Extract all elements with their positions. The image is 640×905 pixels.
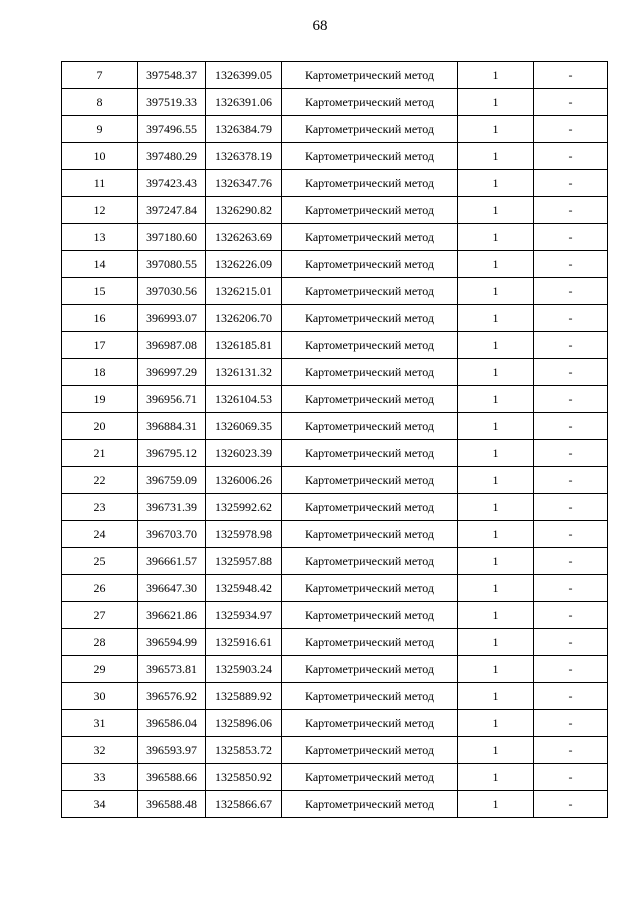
- x-coordinate-cell: 396647.30: [138, 575, 206, 602]
- description-cell: -: [534, 332, 608, 359]
- table-row: [62, 737, 608, 764]
- method-cell: Картометрический метод: [282, 683, 458, 710]
- point-number-cell: 29: [62, 656, 138, 683]
- method-cell: Картометрический метод: [282, 332, 458, 359]
- point-number-cell: 19: [62, 386, 138, 413]
- table-row: [62, 521, 608, 548]
- table-row: [62, 332, 608, 359]
- y-coordinate-cell: 1326131.32: [206, 359, 282, 386]
- table-row: [62, 251, 608, 278]
- y-coordinate-cell: 1326006.26: [206, 467, 282, 494]
- point-number-cell: 16: [62, 305, 138, 332]
- table-row: [62, 575, 608, 602]
- accuracy-cell: 1: [458, 467, 534, 494]
- point-number-cell: 34: [62, 791, 138, 818]
- method-cell: Картометрический метод: [282, 494, 458, 521]
- coordinates-table: [61, 61, 608, 818]
- page-number: 68: [312, 18, 328, 34]
- point-number-cell: 7: [62, 62, 138, 89]
- point-number-cell: 32: [62, 737, 138, 764]
- accuracy-cell: 1: [458, 89, 534, 116]
- description-cell: -: [534, 656, 608, 683]
- table-row: [62, 116, 608, 143]
- description-cell: -: [534, 386, 608, 413]
- y-coordinate-cell: 1325903.24: [206, 656, 282, 683]
- x-coordinate-cell: 397496.55: [138, 116, 206, 143]
- x-coordinate-cell: 397030.56: [138, 278, 206, 305]
- description-cell: -: [534, 683, 608, 710]
- table-row: [62, 791, 608, 818]
- point-number-cell: 24: [62, 521, 138, 548]
- accuracy-cell: 1: [458, 359, 534, 386]
- point-number-cell: 10: [62, 143, 138, 170]
- accuracy-cell: 1: [458, 386, 534, 413]
- method-cell: Картометрический метод: [282, 170, 458, 197]
- table-row: [62, 494, 608, 521]
- method-cell: Картометрический метод: [282, 656, 458, 683]
- accuracy-cell: 1: [458, 494, 534, 521]
- description-cell: -: [534, 89, 608, 116]
- point-number-cell: 8: [62, 89, 138, 116]
- description-cell: -: [534, 440, 608, 467]
- method-cell: Картометрический метод: [282, 710, 458, 737]
- x-coordinate-cell: 396731.39: [138, 494, 206, 521]
- x-coordinate-cell: 396661.57: [138, 548, 206, 575]
- y-coordinate-cell: 1326104.53: [206, 386, 282, 413]
- x-coordinate-cell: 396795.12: [138, 440, 206, 467]
- method-cell: Картометрический метод: [282, 602, 458, 629]
- point-number-cell: 31: [62, 710, 138, 737]
- description-cell: -: [534, 143, 608, 170]
- accuracy-cell: 1: [458, 791, 534, 818]
- description-cell: -: [534, 494, 608, 521]
- y-coordinate-cell: 1325866.67: [206, 791, 282, 818]
- accuracy-cell: 1: [458, 116, 534, 143]
- accuracy-cell: 1: [458, 440, 534, 467]
- point-number-cell: 33: [62, 764, 138, 791]
- point-number-cell: 27: [62, 602, 138, 629]
- x-coordinate-cell: 396588.66: [138, 764, 206, 791]
- y-coordinate-cell: 1325948.42: [206, 575, 282, 602]
- y-coordinate-cell: 1325934.97: [206, 602, 282, 629]
- method-cell: Картометрический метод: [282, 629, 458, 656]
- table-row: [62, 710, 608, 737]
- accuracy-cell: 1: [458, 197, 534, 224]
- accuracy-cell: 1: [458, 764, 534, 791]
- point-number-cell: 28: [62, 629, 138, 656]
- y-coordinate-cell: 1325850.92: [206, 764, 282, 791]
- description-cell: -: [534, 791, 608, 818]
- y-coordinate-cell: 1325992.62: [206, 494, 282, 521]
- accuracy-cell: 1: [458, 710, 534, 737]
- y-coordinate-cell: 1326215.01: [206, 278, 282, 305]
- accuracy-cell: 1: [458, 143, 534, 170]
- point-number-cell: 25: [62, 548, 138, 575]
- x-coordinate-cell: 396997.29: [138, 359, 206, 386]
- method-cell: Картометрический метод: [282, 224, 458, 251]
- point-number-cell: 9: [62, 116, 138, 143]
- method-cell: Картометрический метод: [282, 386, 458, 413]
- x-coordinate-cell: 397548.37: [138, 62, 206, 89]
- point-number-cell: 18: [62, 359, 138, 386]
- method-cell: Картометрический метод: [282, 359, 458, 386]
- x-coordinate-cell: 396576.92: [138, 683, 206, 710]
- point-number-cell: 21: [62, 440, 138, 467]
- coordinates-table-body: [62, 62, 608, 818]
- table-row: [62, 224, 608, 251]
- table-row: [62, 62, 608, 89]
- y-coordinate-cell: 1326185.81: [206, 332, 282, 359]
- method-cell: Картометрический метод: [282, 116, 458, 143]
- description-cell: -: [534, 197, 608, 224]
- y-coordinate-cell: 1326378.19: [206, 143, 282, 170]
- y-coordinate-cell: 1326384.79: [206, 116, 282, 143]
- accuracy-cell: 1: [458, 629, 534, 656]
- x-coordinate-cell: 396956.71: [138, 386, 206, 413]
- table-row: [62, 440, 608, 467]
- table-row: [62, 305, 608, 332]
- x-coordinate-cell: 396586.04: [138, 710, 206, 737]
- x-coordinate-cell: 396987.08: [138, 332, 206, 359]
- table-row: [62, 143, 608, 170]
- accuracy-cell: 1: [458, 548, 534, 575]
- x-coordinate-cell: 397180.60: [138, 224, 206, 251]
- y-coordinate-cell: 1325896.06: [206, 710, 282, 737]
- method-cell: Картометрический метод: [282, 467, 458, 494]
- method-cell: Картометрический метод: [282, 548, 458, 575]
- x-coordinate-cell: 397519.33: [138, 89, 206, 116]
- point-number-cell: 26: [62, 575, 138, 602]
- method-cell: Картометрический метод: [282, 737, 458, 764]
- x-coordinate-cell: 396593.97: [138, 737, 206, 764]
- table-row: [62, 629, 608, 656]
- accuracy-cell: 1: [458, 170, 534, 197]
- description-cell: -: [534, 170, 608, 197]
- point-number-cell: 14: [62, 251, 138, 278]
- description-cell: -: [534, 251, 608, 278]
- x-coordinate-cell: 396993.07: [138, 305, 206, 332]
- method-cell: Картометрический метод: [282, 278, 458, 305]
- method-cell: Картометрический метод: [282, 413, 458, 440]
- accuracy-cell: 1: [458, 656, 534, 683]
- method-cell: Картометрический метод: [282, 89, 458, 116]
- method-cell: Картометрический метод: [282, 575, 458, 602]
- y-coordinate-cell: 1326226.09: [206, 251, 282, 278]
- point-number-cell: 15: [62, 278, 138, 305]
- description-cell: -: [534, 521, 608, 548]
- accuracy-cell: 1: [458, 683, 534, 710]
- table-row: [62, 359, 608, 386]
- description-cell: -: [534, 629, 608, 656]
- x-coordinate-cell: 396621.86: [138, 602, 206, 629]
- y-coordinate-cell: 1326023.39: [206, 440, 282, 467]
- accuracy-cell: 1: [458, 575, 534, 602]
- x-coordinate-cell: 396573.81: [138, 656, 206, 683]
- y-coordinate-cell: 1325978.98: [206, 521, 282, 548]
- accuracy-cell: 1: [458, 332, 534, 359]
- x-coordinate-cell: 396759.09: [138, 467, 206, 494]
- accuracy-cell: 1: [458, 413, 534, 440]
- point-number-cell: 13: [62, 224, 138, 251]
- method-cell: Картометрический метод: [282, 764, 458, 791]
- table-row: [62, 413, 608, 440]
- description-cell: -: [534, 764, 608, 791]
- method-cell: Картометрический метод: [282, 440, 458, 467]
- accuracy-cell: 1: [458, 251, 534, 278]
- accuracy-cell: 1: [458, 737, 534, 764]
- method-cell: Картометрический метод: [282, 791, 458, 818]
- method-cell: Картометрический метод: [282, 251, 458, 278]
- y-coordinate-cell: 1326290.82: [206, 197, 282, 224]
- x-coordinate-cell: 397423.43: [138, 170, 206, 197]
- table-row: [62, 548, 608, 575]
- accuracy-cell: 1: [458, 305, 534, 332]
- accuracy-cell: 1: [458, 62, 534, 89]
- description-cell: -: [534, 62, 608, 89]
- description-cell: -: [534, 278, 608, 305]
- y-coordinate-cell: 1325916.61: [206, 629, 282, 656]
- description-cell: -: [534, 413, 608, 440]
- y-coordinate-cell: 1325957.88: [206, 548, 282, 575]
- point-number-cell: 17: [62, 332, 138, 359]
- y-coordinate-cell: 1326347.76: [206, 170, 282, 197]
- y-coordinate-cell: 1325889.92: [206, 683, 282, 710]
- x-coordinate-cell: 396703.70: [138, 521, 206, 548]
- table-row: [62, 386, 608, 413]
- description-cell: -: [534, 305, 608, 332]
- description-cell: -: [534, 359, 608, 386]
- y-coordinate-cell: 1326206.70: [206, 305, 282, 332]
- table-row: [62, 170, 608, 197]
- point-number-cell: 23: [62, 494, 138, 521]
- method-cell: Картометрический метод: [282, 305, 458, 332]
- y-coordinate-cell: 1326391.06: [206, 89, 282, 116]
- table-row: [62, 278, 608, 305]
- point-number-cell: 12: [62, 197, 138, 224]
- point-number-cell: 30: [62, 683, 138, 710]
- point-number-cell: 22: [62, 467, 138, 494]
- description-cell: -: [534, 710, 608, 737]
- table-row: [62, 197, 608, 224]
- accuracy-cell: 1: [458, 602, 534, 629]
- accuracy-cell: 1: [458, 278, 534, 305]
- x-coordinate-cell: 397247.84: [138, 197, 206, 224]
- method-cell: Картометрический метод: [282, 62, 458, 89]
- x-coordinate-cell: 397080.55: [138, 251, 206, 278]
- method-cell: Картометрический метод: [282, 143, 458, 170]
- description-cell: -: [534, 116, 608, 143]
- table-row: [62, 656, 608, 683]
- table-row: [62, 467, 608, 494]
- description-cell: -: [534, 575, 608, 602]
- x-coordinate-cell: 396884.31: [138, 413, 206, 440]
- accuracy-cell: 1: [458, 224, 534, 251]
- y-coordinate-cell: 1325853.72: [206, 737, 282, 764]
- y-coordinate-cell: 1326263.69: [206, 224, 282, 251]
- description-cell: -: [534, 548, 608, 575]
- description-cell: -: [534, 602, 608, 629]
- point-number-cell: 20: [62, 413, 138, 440]
- y-coordinate-cell: 1326399.05: [206, 62, 282, 89]
- method-cell: Картометрический метод: [282, 521, 458, 548]
- method-cell: Картометрический метод: [282, 197, 458, 224]
- point-number-cell: 11: [62, 170, 138, 197]
- accuracy-cell: 1: [458, 521, 534, 548]
- y-coordinate-cell: 1326069.35: [206, 413, 282, 440]
- table-row: [62, 683, 608, 710]
- x-coordinate-cell: 397480.29: [138, 143, 206, 170]
- x-coordinate-cell: 396588.48: [138, 791, 206, 818]
- table-row: [62, 764, 608, 791]
- table-row: [62, 602, 608, 629]
- x-coordinate-cell: 396594.99: [138, 629, 206, 656]
- table-row: [62, 89, 608, 116]
- description-cell: -: [534, 224, 608, 251]
- description-cell: -: [534, 467, 608, 494]
- description-cell: -: [534, 737, 608, 764]
